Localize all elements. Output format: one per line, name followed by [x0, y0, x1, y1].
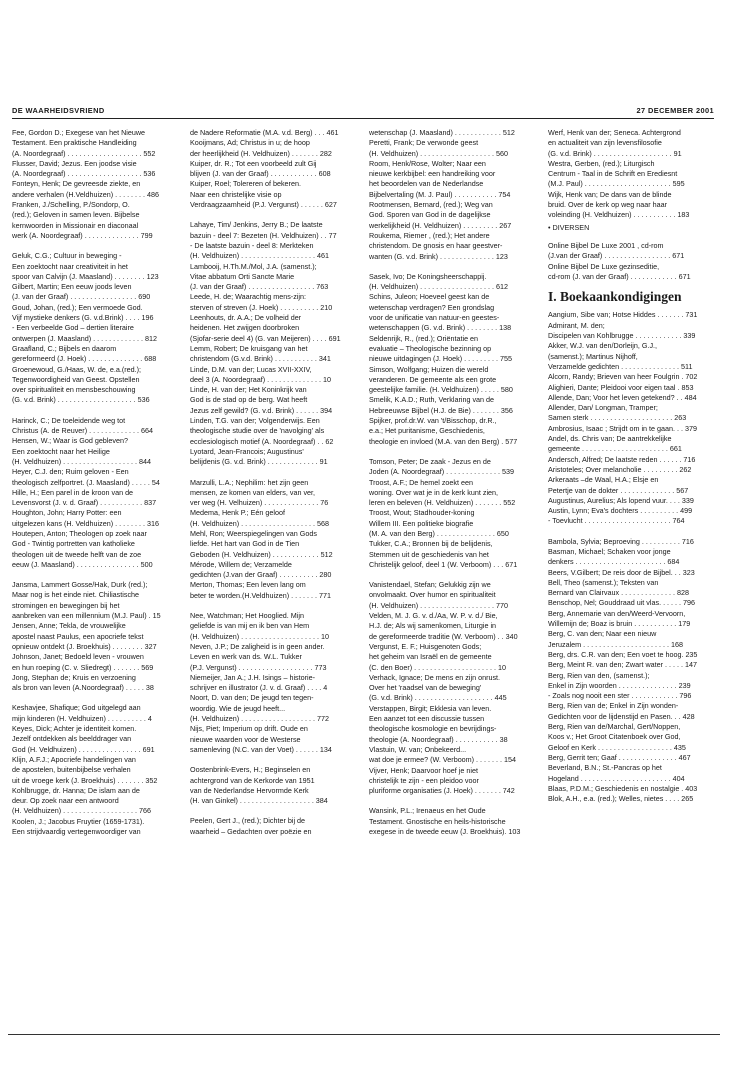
index-entry: Rootmensen, Bernard, (red.); Weg van God. Sporen van God in de dagelijkse werkelijkheid (H. Veldhuizen) . . . . . . . . . 267: [369, 200, 512, 230]
index-entry: Troost, Wout; Stadhouder-koning Willem III. Een politieke biografie (M. A. van den Berg) . . . . . . . . . . . . . . . 650: [369, 508, 509, 538]
index-entry: Linde, H. van der; Het Koninkrijk van God is de stad op de berg. Wat heeft Jezus zelf gewild? (G. v.d. Brink) . . . . . . 394: [190, 385, 333, 415]
index-entry: Goud, Johan, (red.); Een vermoede God. Vijf mystieke denkers (G. v.d.Brink) . . . . 196: [12, 302, 154, 323]
index-entry: Basman, Michael; Schaken voor jonge denkers . . . . . . . . . . . . . . . . . . . . . . . 684: [548, 546, 680, 567]
index-entry: Andel, ds. Chris van; De aantrekkelijke gemeente . . . . . . . . . . . . . . . . . . . . . . 661: [548, 434, 682, 454]
index-entry: Berg, Rien van de; Enkel in Zijn wonden- Gedichten voor de lijdenstijd en Pasen. . . 428: [548, 701, 695, 721]
index-entry: Berg, Gerrit ten; Gaaf . . . . . . . . . . . . . . . 467: [548, 752, 691, 762]
section-title: I. Boekaankondigingen: [548, 289, 682, 305]
index-entry: Jong, Stephan de; Kruis en verzoening als bron van leven (A.Noordegraaf) . . . . . 38: [12, 672, 154, 693]
index-entry: Lemm, Robert; De kruisgang van het christendom (G.v.d. Brink) . . . . . . . . . . . 341: [190, 343, 331, 364]
index-entry: Medema, Henk P.; Eén geloof (H. Veldhuizen) . . . . . . . . . . . . . . . . . . . 568: [190, 508, 330, 528]
index-entry: Koolen, J.; Jacobus Fruytier (1659-1731). Een strijdvaardig vertegenwoordiger van: [12, 816, 145, 836]
index-entry: Geluk, C.G.; Cultuur in beweging - Een zoektocht naar creativiteit in het spoor van Calvijn (J. Maasland) . . . . . . . . 123: [12, 251, 159, 281]
index-entry: Heyer, C.J. den; Ruim geloven - Een theologisch zelfportret. (J. Maasland) . . . . . 54: [12, 467, 160, 487]
index-entry: Schins, Juleon; Hoeveel geest kan de wetenschap verdragen? Een grondslag voor de unificatie van natuur-en geestes- wetenschappen (G. v.d. Brink) . . . . . . . . 138: [369, 292, 512, 333]
index-entry: Keyes, Dick; Achter je identiteit komen. Jezelf ontdekken als beelddrager van God (H. Veldhuizen) . . . . . . . . . . . . . . . . 691: [12, 724, 155, 754]
index-entry: Houghton, John; Harry Potter: een uitgelezen kans (H. Veldhuizen) . . . . . . . . 316: [12, 508, 160, 528]
index-entry: Beers, V.Gilbert; De reis door de Bijbel. . . 323: [548, 567, 695, 577]
entry-spacer: [369, 570, 539, 580]
index-entry: Keshavjee, Shafique; God uitgelegd aan mijn kinderen (H. Veldhuizen) . . . . . . . . . . 4: [12, 703, 152, 723]
index-entry: Berg, drs. C.R. van den; Een voet te hoog. 235: [548, 649, 698, 659]
index-entry: Online Bijbel De Luxe gezinseditie, cd-rom (J. van der Graaf) . . . . . . . . . . . . 671: [548, 261, 691, 281]
index-entry: Lambooij, H.Th.M./Mol, J.A. (samenst.); Vitae abbatum Orti Sancte Marie (J. van der Graaf) . . . . . . . . . . . . . . . . . 763: [190, 261, 329, 292]
index-entry: Mehl, Ron; Weerspiegelingen van Gods liefde. Het hart van God in de Tien Geboden (H. Veldhuizen) . . . . . . . . . . . . 512: [190, 528, 333, 559]
index-entry: Fee, Gordon D.; Exegese van het Nieuwe Testament. Een praktische Handleiding (A. Noordegraaf) . . . . . . . . . . . . . . . . . . . 552: [12, 128, 156, 158]
index-entry: Vanistendael, Stefan; Gelukkig zijn we onvolmaakt. Over humor en spiritualiteit (H. Veldhuizen) . . . . . . . . . . . . . . . . . . . 770: [369, 580, 509, 610]
index-entry: Franken, J./Schelling, P./Sondorp, O. (red.); Geloven in samen leven. Bijbelse kernwoorden in Missionair en diaconaal werk (A. Noordegraaf) . . . . . . . . . . . . . . 799: [12, 200, 153, 240]
index-entry: Harinck, C.; De toeleidende weg tot Christus (A. de Reuver) . . . . . . . . . . . . . 664: [12, 415, 154, 436]
index-entry: Allender, Dan/ Longman, Tramper; Samen sterk . . . . . . . . . . . . . . . . . . . . . 263: [548, 403, 687, 423]
index-entry: Troost, A.F.; De hemel zoekt een woning. Over wat je in de kerk kunt zien, leren en beleven (H. Veldhuizen) . . . . . . . 552: [369, 477, 516, 508]
entry-spacer: [190, 210, 360, 220]
index-entry: Berg, Rien van de/Marchal, Gert/Noppen, Koos v.; Het Groot Citatenboek over God, Geloof en Kerk . . . . . . . . . . . . . . . . . . . 435: [548, 722, 686, 752]
index-entry: Peelen, Gert J., (red.); Dichter bij de waarheid – Gedachten over poëzie en: [190, 816, 312, 836]
index-entry: Online Bijbel De Luxe 2001 , cd-rom (J.van der Graaf) . . . . . . . . . . . . . . . . . 671: [548, 240, 685, 261]
index-entry: Nijs, Piet; Imperium op drift. Oude en nieuwe waarden voor de Westerse samenleving (N.C. van der Voet) . . . . . . 134: [190, 724, 332, 754]
index-entry: Alighieri, Dante; Pleidooi voor eigen taal . 853: [548, 382, 694, 392]
index-entry: Andersch, Alfred; De laatste reden . . . . . . 716: [548, 454, 696, 464]
index-entry: Sasek, Ivo; De Koningsheerschappij. (H. Veldhuizen) . . . . . . . . . . . . . . . . . . . 612: [369, 271, 509, 292]
magazine-title: DE WAARHEIDSVRIEND: [12, 106, 105, 115]
index-entry: Bell, Theo (samenst.); Teksten van Bernard van Clairvaux . . . . . . . . . . . . . . 828: [548, 577, 690, 598]
index-entry: Kooijmans, Ad; Christus in u; de hoop der heerlijkheid (H. Veldhuizen) . . . . . . . 282: [190, 138, 332, 158]
index-entry: Hensen, W.; Waar is God gebleven? Een zoektocht naar het Heilige (H. Veldhuizen) . . . . . . . . . . . . . . . . . . . 844: [12, 436, 152, 466]
index-entry: Westra, Gerben, (red.); Liturgisch Centrum - Taal in de Schrift en Erediesnt (M.J. Paul) . . . . . . . . . . . . . . . . . . . . . . 595: [548, 158, 685, 189]
index-entry: Noort, D. van den; De jeugd ten tegen- woordig. Wie de jeugd heeft... (H. Veldhuizen) . . . . . . . . . . . . . . . . . . . 772: [190, 693, 330, 724]
index-entry: Nee, Watchman; Het Hooglied. Mijn geliefde is van mij en ik ben van Hem (H. Veldhuizen) . . . . . . . . . . . . . . . . . . . . 10: [190, 611, 330, 641]
index-entry: Tukker, C.A.; Bronnen bij de belijdenis, Stemmen uit de geschiedenis van het Christelijk geloof, deel 1 (W. Verboom) . . . 671: [369, 539, 518, 569]
index-entry: Berg, Meint R. van den; Zwart water . . . . . 147: [548, 660, 698, 670]
index-entry: wetenschap (J. Maasland) . . . . . . . . . . . . 512: [369, 128, 515, 137]
entry-spacer: [548, 527, 716, 537]
index-entry: Mérode, Willem de; Verzamelde gedichten (J.van der Graaf) . . . . . . . . . . 280: [190, 559, 332, 580]
index-entry: Graafland, C.; Bijbels en daarom gereformeerd (J. Hoek) . . . . . . . . . . . . . . 688: [12, 343, 157, 364]
index-entry: Flusser, David; Jezus. Een joodse visie (A. Noordegraaf) . . . . . . . . . . . . . . . . . . . 536: [12, 158, 156, 179]
index-entry: Verstappen, Birgit; Ekklesia van leven. Een aanzet tot een discussie tussen theologische kosmologie en bevrijdings- theologie (A. Noordegraaf) . . . . . . . . . . . 38: [369, 703, 508, 744]
index-entry: Werf, Henk van der; Seneca. Achtergrond en actualiteit van zijn levensfilosofie (G. v.d. Brink) . . . . . . . . . . . . . . . . . . . . 91: [548, 128, 682, 158]
index-entry: Vlastuin, W. van; Onbekeerd... wat doe je ermee? (W. Verboom) . . . . . . . 154: [369, 744, 517, 765]
index-column-4: [548, 128, 716, 804]
index-entry: Linde, D.M. van der; Lucas XVII-XXIV, deel 3 (A. Noordegraaf) . . . . . . . . . . . . . . 10: [190, 364, 332, 384]
index-entry: Alcorn, Randy; Brieven van heer Foulgrin . 702: [548, 372, 698, 382]
index-entry: Marzulli, L.A.; Nephilim: het zijn geen mensen, ze komen van elders, van ver, ver weg (H. Velhuizen) . . . . . . . . . . . . . . 76: [190, 477, 329, 508]
index-entry: Berg, Rien van den, (samenst.); Enkel in Zijn woorden . . . . . . . . . . . . . . . 239: [548, 670, 691, 690]
index-entry: Kuiper, dr. R.; Tot een voorbeeld zult Gij blijven (J. van der Graaf) . . . . . . . . . . . . 608: [190, 158, 331, 179]
index-entry: Augustinus, Aurelius; Als lopend vuur. . . . 339: [548, 495, 694, 505]
index-entry: Vergunst, E. F.; Huisgenoten Gods; het geheim van Israël en de gemeente (C. den Boer) . . . . . . . . . . . . . . . . . . . . . 10: [369, 641, 507, 672]
announcements-list: [548, 310, 716, 804]
index-entry: Aristoteles; Over melancholie . . . . . . . . . 262: [548, 464, 692, 474]
index-entry: Beverland, B.N.; St.-Pancras op het Hogeland . . . . . . . . . . . . . . . . . . . . . . . 404: [548, 763, 685, 783]
index-entry: Seldenrijk, R., (red.); Oriëntatie en evaluatie – Theologische bezinning op nieuwe uitdagingen (J. Hoek) . . . . . . . . . 755: [369, 333, 513, 364]
index-entry: Lahaye, Tim/ Jenkins, Jerry B.; De laatste bazuin - deel 7: Bezeten (H. Veldhuizen) . . 77: [190, 220, 337, 240]
index-entry: Ambrosius, Isaac ; Strijdt om in te gaan. . . 379: [548, 423, 698, 433]
index-column-4-top: [548, 128, 716, 221]
index-entry: Jensen, Anne; Tekla, de vrouwelijke apostel naast Paulus, een apocriefe tekst opnieuw ontdekt (J. Broekhuis) . . . . . . . . 327: [12, 621, 157, 651]
entry-spacer: [190, 806, 360, 816]
index-entry: Neven, J.P.; De zaligheid is in geen ander. Leven en werk van ds. W.L. Tukker (P.J. Vergunst) . . . . . . . . . . . . . . . . . . . 773: [190, 641, 327, 672]
index-entry: Simson, Wolfgang; Huizen die wereld veranderen. De gemeente als een grote geestelijke familie. (H. Veldhuizen) . . . . . 580: [369, 364, 513, 395]
index-column-2: [190, 128, 360, 837]
index-entry: - Zoals nog nooit een ster . . . . . . . . . . . . 796: [548, 691, 692, 701]
index-entry: Blaas, P.D.M.; Geschiedenis en nostalgie . 403: [548, 783, 698, 793]
index-entry: Berg, Annemarie van den/Weerd-Vervoorn, Willemijn de; Boaz is bruin . . . . . . . . . . . 179: [548, 608, 691, 629]
diversen-heading: • DIVERSEN: [548, 222, 590, 232]
index-entry: Smelik, K.A.D.; Ruth, Verklaring van de Hebreeuwse Bijbel (H.J. de Bie) . . . . . . . 356: [369, 395, 513, 415]
index-entry: Room, Henk/Rose, Wolter; Naar een nieuwe kerkbijbel: een handreiking voor het beoordelen van de Nederlandse Bijbelvertaling (M. J. Paul) . . . . . . . . . . . 754: [369, 158, 511, 199]
index-entry: Spijker, prof.dr.W. van 't/Bisschop, dr.R., e.a.; Het puritanisme, Geschiedenis, theologie en invloed (M.A. van den Berg) . 577: [369, 416, 518, 446]
index-entry: Hille, H.; Een parel in de kroon van de Levensvorst (J. v. d. Graaf) . . . . . . . . . . . 837: [12, 487, 157, 508]
header-rule: [12, 118, 714, 119]
index-entry: Johnson, Janet; Bedoeld leven - vrouwen en hun roeping (C. v. Sliedregt) . . . . . . . 569: [12, 652, 154, 672]
diversen-list: [548, 241, 716, 282]
index-entry: Allende, Dan; Voor het leven getekend? . . 484: [548, 392, 697, 402]
entry-spacer: [190, 468, 360, 478]
index-entry: Tomson, Peter; De zaak - Jezus en de Joden (A. Noordegraaf) . . . . . . . . . . . . . . 539: [369, 456, 515, 477]
index-entry: Kuiper, Roel; Tolereren of bekeren. Naar een christelijke visie op Verdraagzaamheid (P.J. Vergunst) . . . . . . 627: [190, 179, 337, 210]
entry-spacer: [12, 241, 180, 251]
index-entry: Wijk, Henk van; De dans van de blinde bruid. Over de kerk op weg naar haar voleinding (H. Veldhuizen) . . . . . . . . . . . 183: [548, 189, 690, 220]
index-entry: Peretti, Frank; De verwonde geest (H. Veldhuizen) . . . . . . . . . . . . . . . . . . . 560: [369, 138, 509, 158]
entry-spacer: [12, 570, 180, 580]
index-entry: Groenewoud, G./Haas, W. de, e.a.(red.); Tegenwoordigheid van Geest. Opstellen over spiritualiteit en mensbeschouwing (G. v.d. Brink) . . . . . . . . . . . . . . . . . . . . 536: [12, 364, 150, 405]
entry-spacer: [369, 262, 539, 272]
index-entry: Kohlbrugge, dr. Hanna; De islam aan de deur. Op zoek naar een antwoord (H. Veldhuizen) . . . . . . . . . . . . . . . . . . . 766: [12, 785, 152, 816]
entry-spacer: [12, 693, 180, 703]
index-entry: Niemeijer, Jan A.; J.H. Isings – historie- schrijver en illustrator (J. v. d. Graaf) . . . . 4: [190, 672, 328, 693]
index-entry: Roukema, Riemer , (red.); Het andere christendom. De gnosis en haar geestver- wanten (G. v.d. Brink) . . . . . . . . . . . . . . 123: [369, 230, 508, 261]
index-entry: Leede, H. de; Waarachtig mens-zijn: sterven of streven (J. Hoek) . . . . . . . . . . 210: [190, 292, 333, 312]
index-entry: Houtepen, Anton; Theologen op zoek naar God - Twintig portretten van katholieke theologen uit de tweede helft van de zoe eeuw (J. Maasland) . . . . . . . . . . . . . . . . 500: [12, 528, 153, 569]
index-entry: Gilbert, Martin; Een eeuw joods leven (J. van der Graaf) . . . . . . . . . . . . . . . . . 690: [12, 282, 151, 302]
issue-date: 27 DECEMBER 2001: [636, 106, 714, 115]
entry-spacer: [190, 601, 360, 611]
index-entry: Aangium, Sibe van; Hotse Hiddes . . . . . . . 731: [548, 310, 698, 320]
entry-spacer: [369, 447, 539, 457]
index-entry: Merton, Thomas; Een leven lang om beter te worden.(H.Veldhuizen) . . . . . . . 771: [190, 580, 332, 600]
index-entry: Admirant, M. den; Discipelen van Kohlbrugge . . . . . . . . . . . . 339: [548, 320, 696, 341]
index-entry: de Nadere Reformatie (M.A. v.d. Berg) . . . 461: [190, 128, 339, 137]
index-entry: - De laatste bazuin - deel 8: Merkteken (H. Veldhuizen) . . . . . . . . . . . . . . . . . . . 461: [190, 240, 330, 261]
index-entry: Lyotard, Jean-Francois; Augustinus' belijdenis (G. v.d. Brink) . . . . . . . . . . . . . 91: [190, 446, 328, 467]
entry-spacer: [190, 755, 360, 765]
index-entry: Jansma, Lammert Gosse/Hak, Durk (red.); Maar nog is het einde niet. Chiliastische stromingen en bewegingen bij het aanbreken van een millennium (M.J. Paul) . 15: [12, 580, 161, 621]
index-entry: Berg, C. van den; Naar een nieuw Jeruzalem . . . . . . . . . . . . . . . . . . . . . . 168: [548, 629, 684, 649]
entry-spacer: [12, 406, 180, 416]
index-entry: - Een verbeelde God – dertien literaire ontwerpen (J. Maasland) . . . . . . . . . . . . . 812: [12, 323, 158, 343]
index-entry: Klijn, A.F.J.; Apocriefe handelingen van de apostelen, buitenbijbelse verhalen uit de vroege kerk (J. Broekhuis) . . . . . . . 352: [12, 754, 158, 785]
index-entry: Fonteyn, Henk; De gevreesde ziekte, en andere verhalen (H.Veldhuizen) . . . . . . . . 486: [12, 179, 160, 199]
index-entry: Akker, W.J. van den/Dorleijn, G.J., (samenst.); Martinus Nijhoff, Verzamelde gedichten . . . . . . . . . . . . . . . 511: [548, 341, 693, 371]
index-entry: Bambola, Sylvia; Beproeving . . . . . . . . . . 716: [548, 536, 694, 546]
index-entry: Vijver, Henk; Daarvoor hoef je niet christelijk te zijn - een pleidoo voor pluriforme organisaties (J. Hoek) . . . . . . . 742: [369, 765, 515, 796]
index-entry: Leenhouts, dr. A.A.; De volheid der heidenen. Het zwijgen doorbroken (Sjofar-serie deel 4) (G. van Meijeren) . . . . 691: [190, 313, 341, 343]
index-entry: Verhack, Ignace; De mens en zijn onrust. Over het 'raadsel van de beweging' (G. v.d. Brink) . . . . . . . . . . . . . . . . . . . . 445: [369, 672, 507, 703]
entry-spacer: [369, 796, 539, 806]
index-column-1: [12, 128, 180, 837]
index-entry: Benschop, Nel; Gouddraad uit vlas. . . . . . 796: [548, 598, 696, 608]
index-entry: Velden, M. J. G. v. d./Aa, W. P. v. d./ Bie, H.J. de; Als wij samenkomen, Liturgie in de gereformeerde traditie (W. Verboom) . . 340: [369, 611, 518, 641]
index-entry: Blok, A.H., e.a. (red.); Welles, nietes . . . . 265: [548, 794, 694, 804]
index-entry: Wansink, P.L.; Irenaeus en het Oude Testament. Gnostische en heils-historische exegese in de tweede eeuw (J. Broekhuis). 103: [369, 806, 521, 836]
index-entry: Linden, T.G. van der; Volgenderwijs. Een theologische studie over de 'navolging' als ecclesiologisch motief (A. Noordegraaf) . . 62: [190, 416, 334, 446]
index-entry: - Toevlucht . . . . . . . . . . . . . . . . . . . . . . 764: [548, 516, 685, 526]
index-entry: Arkeraats –de Waal, H.A.; Elsje en Petertje van de dokter . . . . . . . . . . . . . . 567: [548, 475, 689, 495]
index-entry: Oostenbrink-Evers, H.; Beginselen en achtergrond van de Kerkorde van 1951 van de Nederlandse Hervormde Kerk (H. van Ginkel) . . . . . . . . . . . . . . . . . . . 384: [190, 765, 328, 806]
footer-rule: [8, 1034, 720, 1035]
index-column-3: [369, 128, 539, 837]
index-entry: Austin, Lynn; Eva's dochters . . . . . . . . . . 499: [548, 506, 693, 516]
